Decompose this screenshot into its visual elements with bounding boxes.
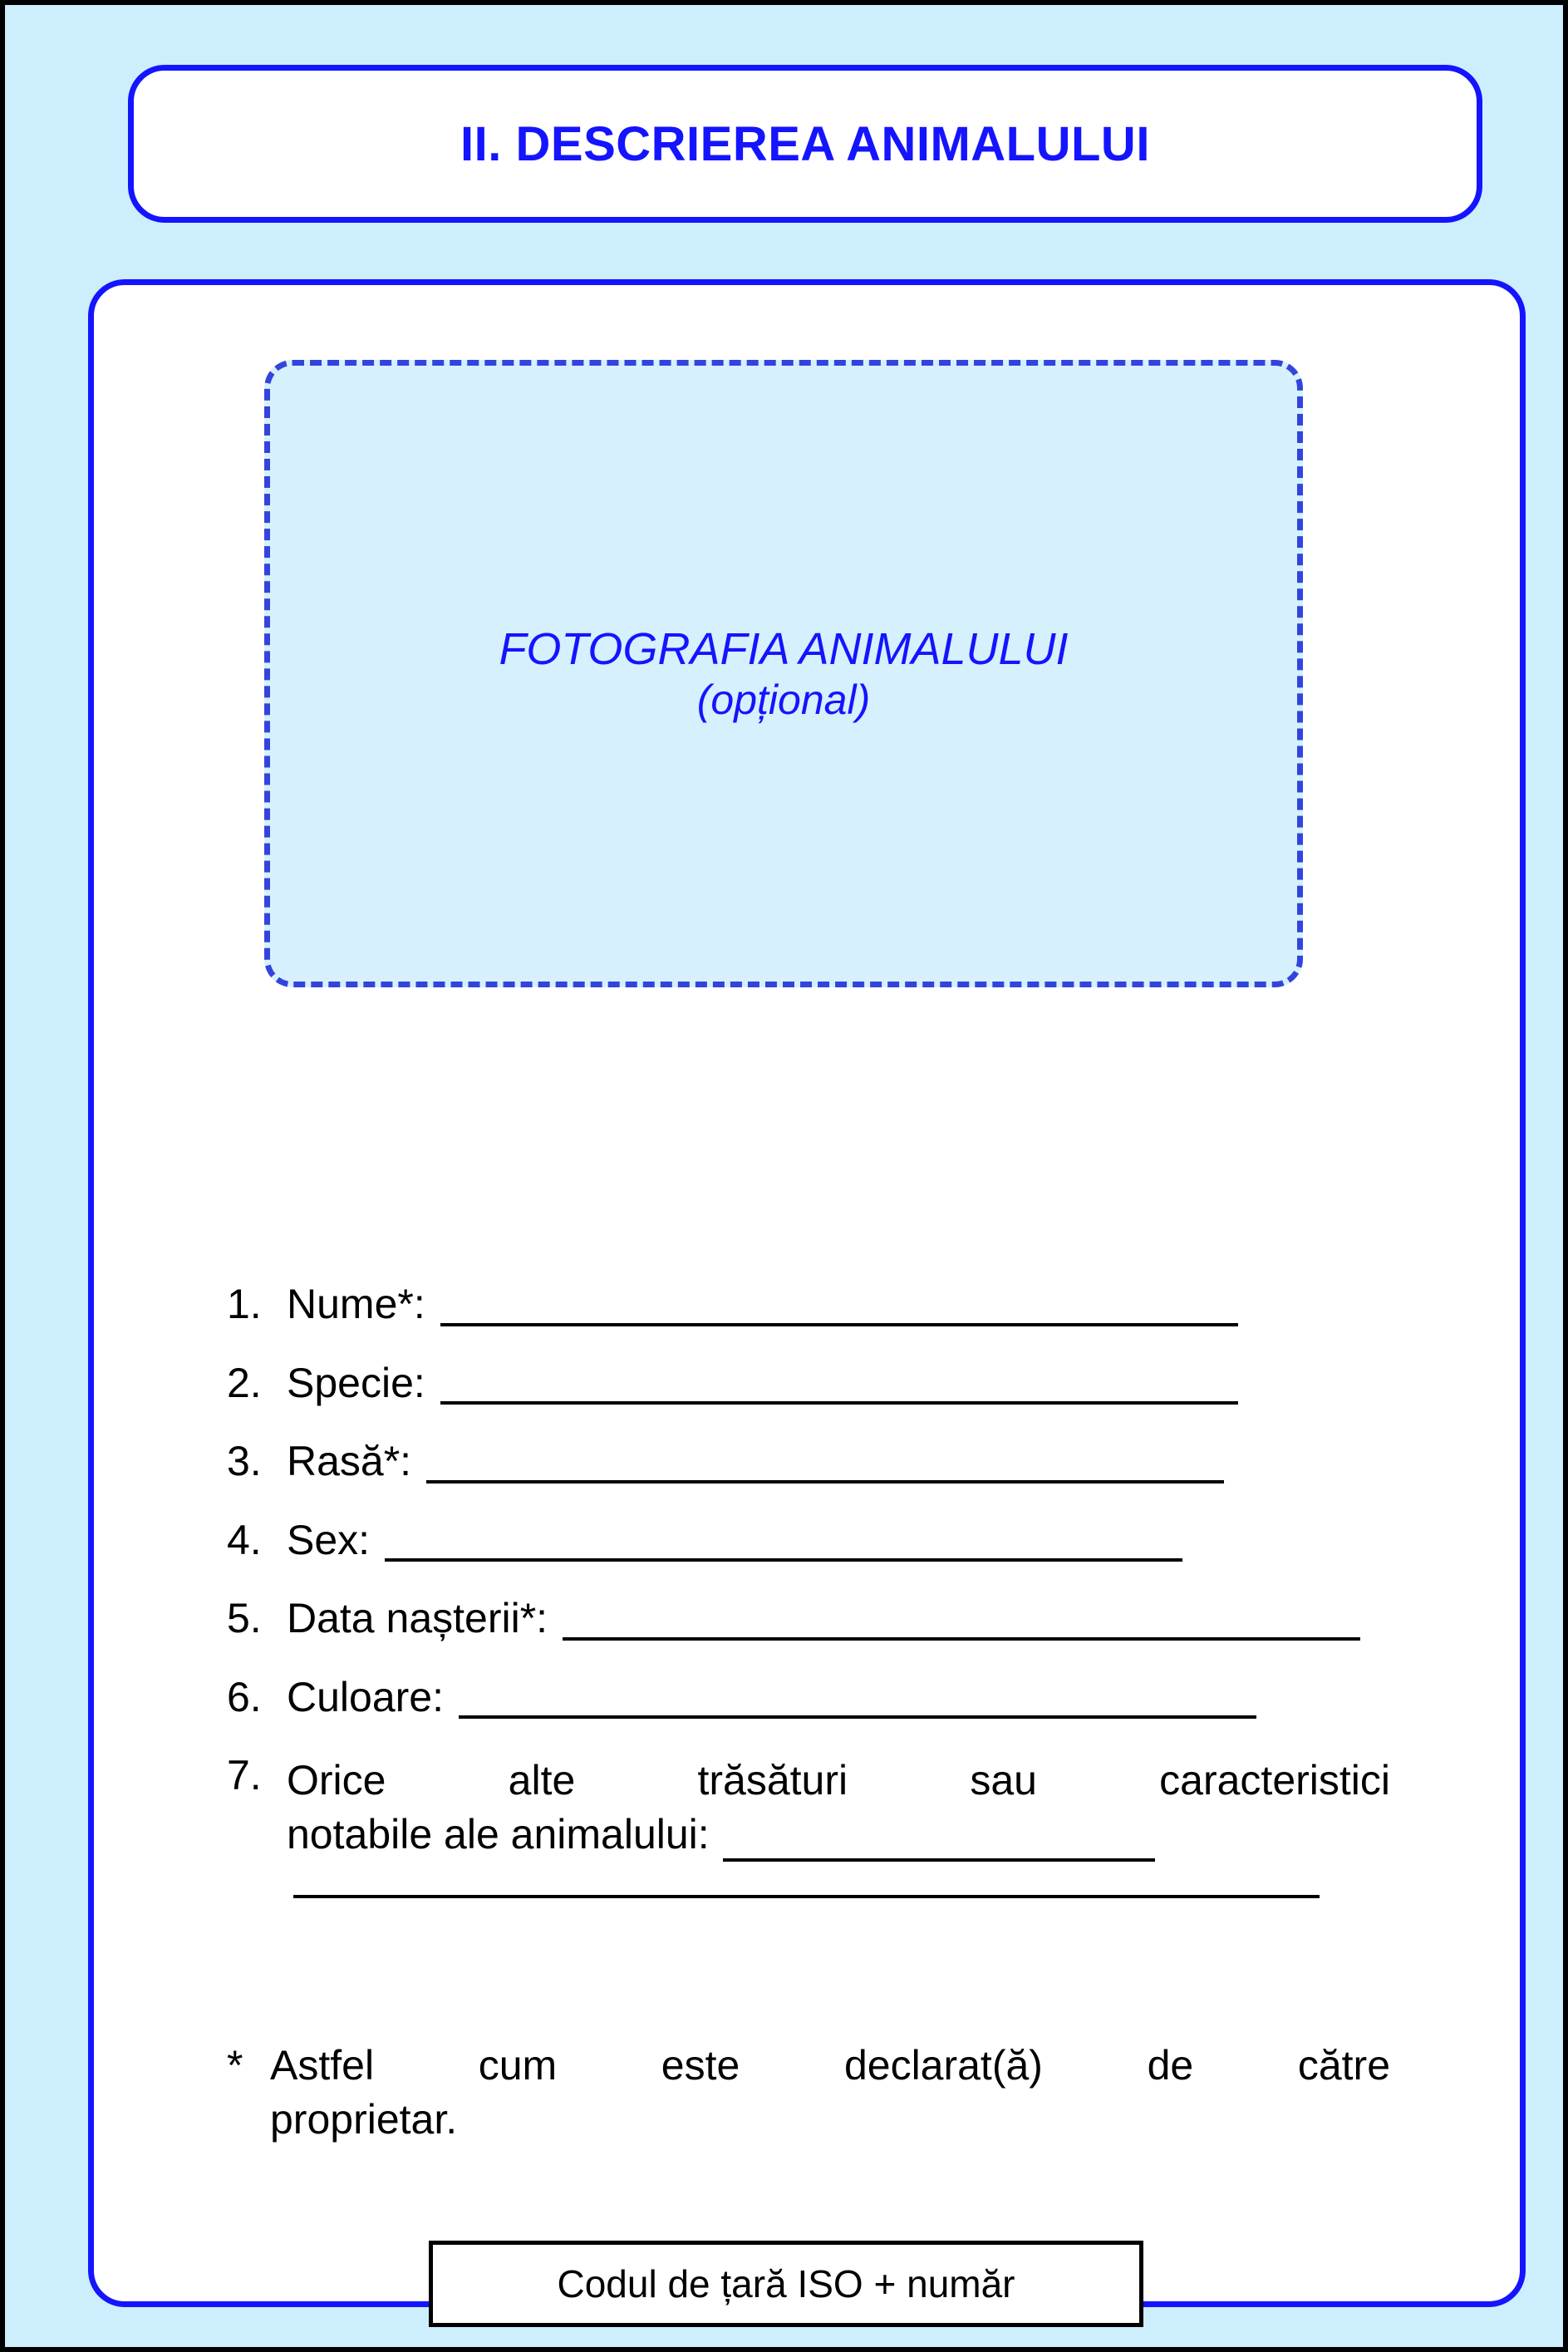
field-number: 7. [227,1752,262,1798]
field-row-rasa [227,1439,1390,1484]
form-body-card [88,279,1526,2307]
field-input-culoare[interactable] [459,1679,1256,1719]
footnote-line2: proprietar. [270,2096,458,2143]
field-input-sex[interactable] [385,1522,1182,1562]
field-input-data-nasterii[interactable] [563,1601,1360,1641]
field-label-sex: Sex: [287,1516,371,1563]
footnote [227,2039,1390,2147]
field-input-rasa[interactable] [426,1444,1224,1484]
photo-placeholder-sublabel: (opțional) [696,677,871,724]
field-number: 4. [227,1516,262,1563]
animal-description-fields [227,1282,1390,1898]
iso-code-box [429,2241,1143,2327]
field-row-sex [227,1518,1390,1562]
footnote-marker: * [227,2042,243,2089]
field-label-culoare: Culoare: [287,1673,444,1720]
field-label-data-nasterii: Data nașterii*: [287,1595,548,1641]
section-title-banner [128,65,1482,223]
field-row-culoare [227,1675,1390,1720]
field-input-nume[interactable] [440,1287,1238,1326]
field-row-nume [227,1282,1390,1326]
footnote-line1: Astfel cum este declarat(ă) de către [270,2042,1390,2089]
field-label-nume: Nume*: [287,1281,425,1327]
field-number: 5. [227,1595,262,1641]
field-label-rasa: Rasă*: [287,1438,412,1484]
field-number: 1. [227,1281,262,1327]
field-row-data-nasterii [227,1597,1390,1641]
field-number: 2. [227,1359,262,1406]
field-label-alte-trasaturi-line1: Orice alte trăsături sau caracteristici [287,1757,1390,1803]
field-row-alte-trasaturi [227,1754,1390,1898]
field-row-specie [227,1361,1390,1405]
photo-placeholder-label: FOTOGRAFIA ANIMALULUI [499,623,1069,674]
field-input-alte-trasaturi-continuation[interactable] [293,1890,1320,1898]
field-number: 6. [227,1673,262,1720]
field-label-alte-trasaturi-line2: notabile ale animalului: [287,1811,710,1857]
iso-code-label: Codul de țară ISO + număr [557,2262,1015,2305]
field-label-specie: Specie: [287,1359,425,1406]
field-number: 3. [227,1438,262,1484]
photo-placeholder[interactable] [264,360,1303,987]
page-title: II. DESCRIEREA ANIMALULUI [460,116,1150,171]
field-input-alte-trasaturi[interactable] [723,1822,1155,1862]
field-input-specie[interactable] [440,1365,1238,1405]
